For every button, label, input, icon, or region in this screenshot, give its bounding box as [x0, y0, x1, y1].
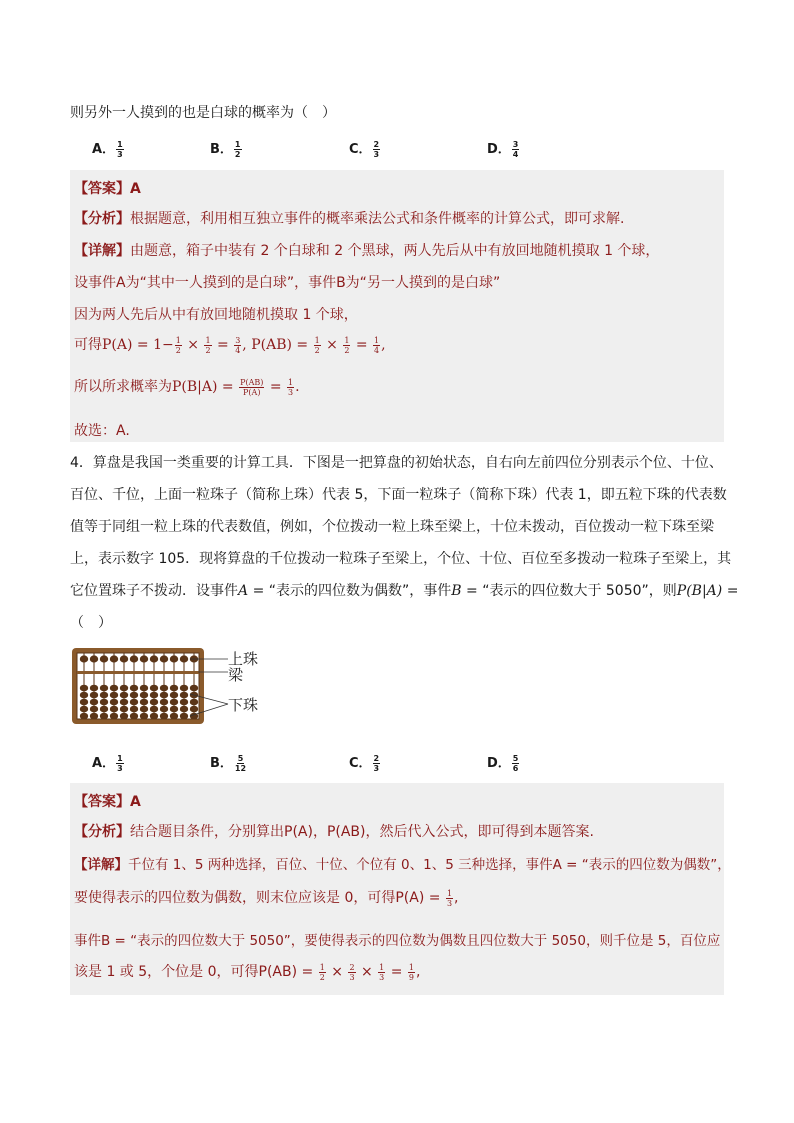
abacus-lower-bead [80, 685, 88, 692]
abacus-label-bottom: 下珠 [228, 696, 259, 714]
abacus-label-top: 上珠 [228, 650, 259, 668]
abacus-lower-bead [110, 706, 118, 713]
abacus-upper-bead [80, 655, 88, 662]
abacus-lower-bead [110, 713, 118, 720]
q4-stem-line-4: 上，表示数字 105．现将算盘的千位拨动一粒珠子至梁上，个位、十位、百位至多拨动一粒珠子至梁上，其 [70, 551, 732, 567]
abacus-lower-bead [150, 706, 158, 713]
abacus-lower-bead [90, 699, 98, 706]
q4-detail-3: 事件B = “表示的四位数大于 5050”，要使得表示的四位数为偶数且四位数大于 5050，则千位是 5，百位应 [74, 933, 721, 949]
abacus-lower-bead [130, 699, 138, 706]
abacus-lower-bead [170, 699, 178, 706]
q4-stem-line-2: 百位、千位，上面一粒珠子（简称上珠）代表 5，下面一粒珠子（简称下珠）代表 1，即五粒下珠的代表数 [70, 487, 727, 503]
q4-option-a[interactable]: A． $\frac{1}{3}$ [92, 754, 123, 773]
abacus-lower-bead [160, 713, 168, 720]
abacus-lower-bead [170, 713, 178, 720]
abacus-lower-bead [140, 713, 148, 720]
q4-stem-line-5: 它位置珠子不拨动．设事件A = “表示的四位数为偶数”，事件B = “表示的四位数大于 5050”，则P(B|A) = [70, 583, 739, 599]
abacus-beam [77, 671, 199, 674]
abacus-lower-bead [80, 692, 88, 699]
abacus-lower-bead [120, 713, 128, 720]
abacus-lower-bead [150, 713, 158, 720]
q4-stem-line-3: 值等于同组一粒上珠的代表数值，例如，个位拨动一粒上珠至梁上，十位未拨动，百位拨动一粒下珠至梁 [70, 519, 714, 535]
abacus-lower-bead [100, 685, 108, 692]
abacus-lower-bead [190, 706, 198, 713]
q3-answer: 【答案】A [74, 181, 141, 197]
q4-option-d[interactable]: D． $\frac{5}{6}$ [487, 754, 519, 773]
q3-detail-4: 可得P(A) = 1− $\frac{1}{2}$ × $\frac{1}{2}$ = $\frac{3}{4}$ , P(AB) = $\frac{1}{2}$ × $\frac{1}{2}$ = $\frac{1}{4}$ , [74, 335, 386, 355]
abacus-lower-bead [80, 699, 88, 706]
abacus-lower-bead [90, 713, 98, 720]
q3-option-a[interactable]: A． $\frac{1}{3}$ [92, 140, 123, 159]
abacus-lower-bead [180, 692, 188, 699]
abacus-lower-bead [90, 692, 98, 699]
abacus-lower-bead [110, 685, 118, 692]
abacus-lower-bead [120, 706, 128, 713]
q3-option-b[interactable]: B． $\frac{1}{2}$ [210, 140, 241, 159]
abacus-upper-bead [130, 655, 138, 662]
abacus-lower-bead [180, 699, 188, 706]
q3-option-c[interactable]: C． $\frac{2}{3}$ [349, 140, 380, 159]
abacus-figure [70, 644, 270, 730]
q3-stem-tail: 则另外一人摸到的也是白球的概率为（ ） [70, 105, 336, 121]
abacus-upper-bead [150, 655, 158, 662]
q4-detail-4: 该是 1 或 5，个位是 0，可得P(AB) = $\frac{1}{2}$ × $\frac{2}{3}$ × $\frac{1}{3}$ = $\frac{1}{9}$ , [74, 962, 421, 982]
q3-detail-5: 所以所求概率为P(B|A) = $\frac{P(AB)}{P(A)}$ = $\frac{1}{3}$ . [74, 377, 300, 397]
abacus-lower-bead [120, 699, 128, 706]
abacus-lower-bead [120, 692, 128, 699]
abacus-lower-bead [150, 692, 158, 699]
q4-stem-line-1: 4．算盘是我国一类重要的计算工具．下图是一把算盘的初始状态，自右向左前四位分别表示个位、十位、 [70, 455, 723, 471]
q4-stem-line-6: （ ） [70, 615, 112, 631]
abacus-lower-bead [180, 713, 188, 720]
abacus-lower-bead [100, 699, 108, 706]
abacus-upper-bead [110, 655, 118, 662]
abacus-lower-bead [140, 685, 148, 692]
abacus-lower-bead [140, 699, 148, 706]
abacus-lower-bead [140, 706, 148, 713]
q4-option-c[interactable]: C． $\frac{2}{3}$ [349, 754, 380, 773]
abacus-lower-bead [100, 692, 108, 699]
q4-detail-1: 【详解】千位有 1、5 两种选择，百位、十位、个位有 0、1、5 三种选择，事件A = “表示的四位数为偶数”， [74, 857, 731, 873]
abacus-lower-bead [140, 692, 148, 699]
q4-answer: 【答案】A [74, 794, 141, 810]
q3-conclusion: 故选：A. [74, 423, 130, 439]
abacus-lower-bead [110, 692, 118, 699]
q3-answer-block [70, 170, 724, 442]
abacus-upper-bead [170, 655, 178, 662]
abacus-lower-bead [170, 685, 178, 692]
abacus-lower-bead [180, 685, 188, 692]
q3-detail-1: 【详解】由题意，箱子中装有 2 个白球和 2 个黑球，两人先后从中有放回地随机摸取 1 个球， [74, 243, 660, 259]
abacus-lower-bead [80, 713, 88, 720]
abacus-lower-bead [130, 706, 138, 713]
abacus-upper-bead [180, 655, 188, 662]
abacus-upper-bead [140, 655, 148, 662]
abacus-lower-bead [130, 692, 138, 699]
abacus-lower-bead [160, 699, 168, 706]
abacus-upper-bead [160, 655, 168, 662]
abacus-lower-bead [80, 706, 88, 713]
q3-detail-3: 因为两人先后从中有放回地随机摸取 1 个球， [74, 307, 358, 323]
q3-analysis: 【分析】根据题意，利用相互独立事件的概率乘法公式和条件概率的计算公式，即可求解. [74, 211, 625, 227]
abacus-lower-bead [120, 685, 128, 692]
abacus-label-beam: 梁 [228, 666, 244, 684]
abacus-lower-bead [130, 713, 138, 720]
abacus-lower-bead [100, 706, 108, 713]
abacus-upper-bead [100, 655, 108, 662]
abacus-lower-bead [170, 706, 178, 713]
abacus-lower-bead [90, 706, 98, 713]
q3-detail-2: 设事件A为“其中一人摸到的是白球”，事件B为“另一人摸到的是白球” [74, 275, 501, 291]
abacus-upper-bead [120, 655, 128, 662]
q4-answer-block [70, 783, 731, 995]
abacus-lower-bead [160, 685, 168, 692]
abacus-lower-bead [110, 699, 118, 706]
abacus-lower-bead [130, 685, 138, 692]
abacus-lower-bead [150, 699, 158, 706]
abacus-lower-bead [180, 706, 188, 713]
abacus-lower-bead [190, 699, 198, 706]
abacus-lower-bead [170, 692, 178, 699]
abacus-lower-bead [160, 706, 168, 713]
abacus-lower-bead [150, 685, 158, 692]
q3-option-d[interactable]: D． $\frac{3}{4}$ [487, 140, 519, 159]
abacus-upper-bead [90, 655, 98, 662]
q4-option-b[interactable]: B． $\frac{5}{12}$ [210, 754, 247, 773]
q4-analysis: 【分析】结合题目条件，分别算出P(A)，P(AB)，然后代入公式，即可得到本题答案. [74, 824, 594, 840]
q4-detail-2: 要使得表示的四位数为偶数，则末位应该是 0，可得P(A) = $\frac{1}{3}$ , [74, 888, 459, 908]
abacus-lower-bead [90, 685, 98, 692]
abacus-lower-bead [160, 692, 168, 699]
abacus-lower-bead [190, 685, 198, 692]
abacus-lower-bead [100, 713, 108, 720]
